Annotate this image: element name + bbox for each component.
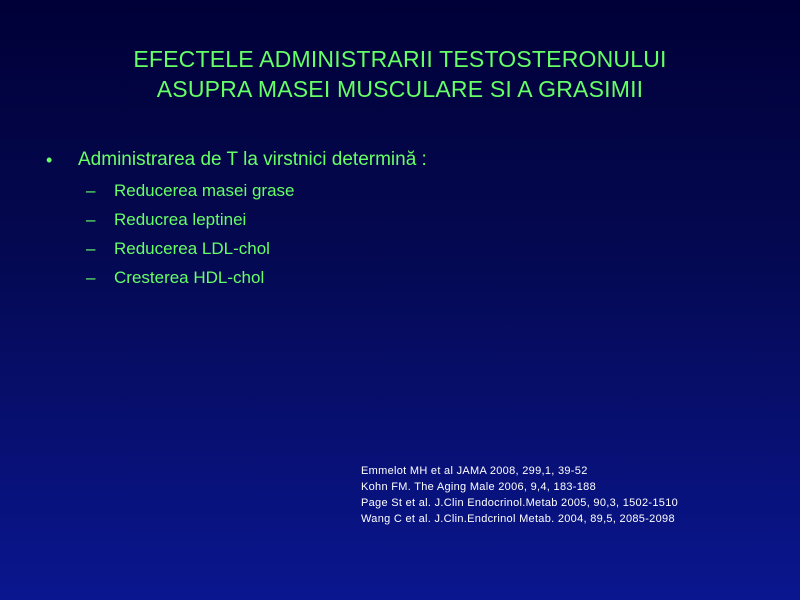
dash-icon: –	[86, 268, 96, 287]
sub-bullet-item	[86, 234, 746, 263]
reference-line: Emmelot MH et al JAMA 2008, 299,1, 39-52	[361, 465, 588, 477]
reference-line: Kohn FM. The Aging Male 2006, 9,4, 183-188	[361, 481, 596, 493]
sub-bullet-item	[86, 263, 746, 292]
sub-bullet-item	[86, 176, 746, 205]
sub-bullet-text: Reducerea LDL-chol	[114, 239, 270, 258]
reference-line: Wang C et al. J.Clin.Endcrinol Metab. 2004, 89,5, 2085-2098	[361, 513, 675, 525]
reference-line: Page St et al. J.Clin Endocrinol.Metab 2005, 90,3, 1502-1510	[361, 497, 679, 509]
bullet-dot-icon: •	[46, 150, 53, 170]
main-bullet-text: Administrarea de T la virstnici determină :	[78, 149, 427, 170]
title-line-2: ASUPRA MASEI MUSCULARE SI A GRASIMII	[156, 76, 644, 102]
title-line-1: EFECTELE ADMINISTRARII TESTOSTERONULUI	[133, 46, 667, 72]
sub-bullet-text: Reducerea masei grase	[114, 181, 295, 200]
sub-bullet-list	[46, 176, 746, 292]
slide-content	[46, 146, 746, 292]
dash-icon: –	[86, 239, 96, 258]
dash-icon: –	[86, 210, 96, 229]
references	[361, 463, 678, 527]
main-bullet	[46, 146, 746, 174]
sub-bullet-item	[86, 205, 746, 234]
dash-icon: –	[86, 181, 96, 200]
sub-bullet-text: Cresterea HDL-chol	[114, 268, 265, 287]
slide-title	[40, 44, 760, 104]
sub-bullet-text: Reducrea leptinei	[114, 210, 247, 229]
